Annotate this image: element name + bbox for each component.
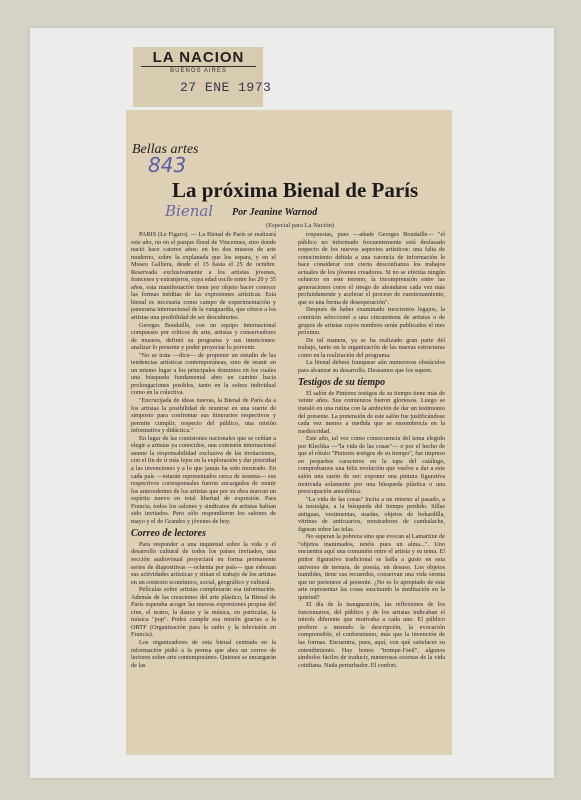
paragraph: "Encrucijada de ideas nuevas, la Bienal de París da a los artistas la posibilidad de reunirse en una suerte de simposio para confrontar sus itinerarios respectivos y permite cumplir, respecto del público, una misión informativa y didáctica." bbox=[131, 397, 276, 435]
paragraph: Para responder a una inquietud sobre la vida y el desarrollo cultural de todos los países invitados, una sección audiovisual proyectará en forma permanente series de diapositivas —ochenta por país— que esbozan sus actividades artísticas y sitúan el trabajo de los artistas en un contexto económico, social, geográfico y cultural. bbox=[131, 540, 276, 586]
paragraph: Películas sobre artistas completarán esa información. Además de las creaciones del arte plástico, la Bienal de París esperaba acoger las nuevas expresiones propias del cine, el teatro, la danza y la música, en particular, la música "pop". Podrá cumplir esa misión gracias a la ORTF (Organización para la radio y la televisión en Francia). bbox=[131, 586, 276, 639]
article-column-left bbox=[131, 231, 276, 748]
newspaper-masthead bbox=[133, 47, 263, 107]
paragraph: El salón de Pintores testigos de su tiempo tiene más de veinte años. Sus comienzos fueron gloriosos. Luego se instaló en una rutina con la ambición de dar un testimonio del presente. La pretensión de este salón fue justificándose cada vez menos a medida que se ensombrecía en la mediocridad. bbox=[298, 389, 445, 435]
paragraph: No superan la pobreza sino que evocan al Lamartine de "objetos inanimados, tenéis pues un alma...". Uno encuentra aquí una comunión entre el artista y su tema. El pintor figurativo tradicional se halla a gusto en esta universo de ternura, de poesía, en desuso. Los objetos humildes, tiene sus recuerdos, conservan una vida serena que no pertenece al presente. ¿No es lo apropiado de este arte representar las cosas suscitando la meditación en la quietud? bbox=[298, 533, 445, 601]
article-headline: La próxima Bienal de París bbox=[172, 178, 419, 202]
article-column-right bbox=[298, 231, 445, 748]
paragraph: En lugar de las comisiones nacionales que se ceñían a elegir a artistas ya conocidos, una comisión internacional asume la responsabilidad exclusiva de las invitaciones, con el fin de ir más lejos en la exploración y dar prioridad a las invenciones y a lo que jamás ha sido mostrado. En cada país —estarán representados cerca de sesenta— sus respectivos corresponsales fueron encargados de reunir los antecedentes de los artistas que por su obra marcan un espíritu nuevo en total libertad de expresión. Para Francia, todos los salones y sindicatos de artistas habían sido invitados. Pero sólo respondieron los salones de mayo y el de Grandes y jóvenes de hoy. bbox=[131, 434, 276, 525]
paragraph: respuestas, pues —añade Georges Boudaille— "el público no informado frecuentemente está desfasado respecto de los nuevos aspectos artísticos: una falta de conocimiento debida a una carencia de información le hace considerar con cierta desconfianza los trabajos actuales de los jóvenes creadores. Si no se efectúa ningún esfuerzo en este terreno, la incomprensión entre las generaciones corre el riesgo de ahondarse cada vez más profundamente y acelerar el proceso de cuestionamiento, que es una forma de desesperación". bbox=[298, 231, 445, 306]
paragraph: El día de la inauguración, las reflexiones de los funcionarios, del público y de los artistas indicaban el interés diferente que motivaba a cada uno. El público prefiere a menudo la descripción, la evocación comprensible, el conformismo, más que la invención de las formas. Encuentra, pues, aquí, con qué satisfacer su entendimiento. Hay bonos "trompe-l'oeil", algunos símbolos fáciles de traducir, numerosas escenas de la vida cotidiana. Nada perturbador. El confort. bbox=[298, 601, 445, 669]
handwritten-number: 843 bbox=[148, 153, 187, 177]
article-subbyline: (Especial para La Nación) bbox=[266, 222, 335, 229]
date-stamp: 27 ENE 1973 bbox=[180, 80, 272, 95]
subheading-testigos: Testigos de su tiempo bbox=[298, 377, 386, 389]
paragraph: La bienal deberá franquear aún numerosos obstáculos para alcanzar su desarrollo. Deseamos que los supere. bbox=[298, 359, 445, 374]
article-byline: Por Jeanine Warnod bbox=[232, 207, 318, 218]
paragraph: "La vida de las cosas" incita a un retorno al pasado, a la nostalgia, a la búsqueda del tiempo perdido. Sillas antiguas, vestimentas, usadas, objetos de bohardilla, vitrinas de anticuarios, mostradores de cambalache, figuran sobre las telas. bbox=[298, 495, 445, 533]
newspaper-name: LA NACION bbox=[141, 49, 256, 67]
paragraph: PARIS (Le Figaro). — La Bienal de París se realizará este año, no en el parque floral de Vincennes, sino donde nació hace catorce años: en los dos museos de arte moderno, sobre la explanada que los separa, y en el Museo Galliera, desde el 15 hasta el 25 de octubre. Reservada exclusivamente a los artistas jóvenes, franceses y extranjeros, cuya edad oscile entre los 20 y 35 años, esta manifestación tiene por objeto hacer conocer las formas inéditas de las expresiones artísticas. Esta bienal es necesaria como campo de experimentación y panorama internacional de la vanguardia, que ofrece a los artistas una posibilidad de ser descubiertos. bbox=[131, 231, 276, 322]
paragraph: De tal manera, ya se ha realizado gran parte del trabajo, tanto en la organización de las nuevas estructuras como en la realización del programa. bbox=[298, 336, 445, 359]
handwritten-annotation: Bienal bbox=[165, 202, 214, 220]
paragraph: Georges Boudaille, con un equipo internacional compuesto por críticos de arte, artistas y conservadores de museos, definió su programa y sus intenciones: analizar lo presente y poder proyectar lo porvenir. bbox=[131, 321, 276, 352]
newspaper-city: BUENOS AIRES bbox=[170, 68, 227, 74]
paragraph: Este año, tal vez como consecuencia del tema elegido por Klechka —"la vida de las cosas"— o por el hecho de que el rótulo "Pintores testigos de su tiempo", fue impreso en pequeños caracteres en la tapa del catálogo, comprobamos una feliz evolución que vuelve a dar a este salón una razón de ser: exponer una pintura figurativa motivada solamente por una búsqueda plástica o una preocupación anecdótica. bbox=[298, 435, 445, 496]
paragraph: Los organizadores de esta bienal centrada en la información pidió a la prensa que abra un correo de lectores sobre arte contemporáneo. Quienes se encargarán de las bbox=[131, 638, 276, 669]
section-title: Bellas artes bbox=[132, 142, 199, 157]
subheading-correo: Correo de lectores bbox=[131, 528, 206, 540]
paragraph: Después de haber examinado trescientos legajos, la comisión seleccionó a una cincuentena de artistas o de grupos de artistas cuyos nombres serán publicados el mes próximo. bbox=[298, 306, 445, 337]
paragraph: "No se trata —dice— de proponer un estudio de las tendencias artísticas contemporáneas, sino de reunir en un mismo lugar a los principales dominios en los cuales una búsqueda fundamental abre un camino hacia prolongaciones posibles, tanto en la esfera individual como en la colectiva. bbox=[131, 351, 276, 397]
